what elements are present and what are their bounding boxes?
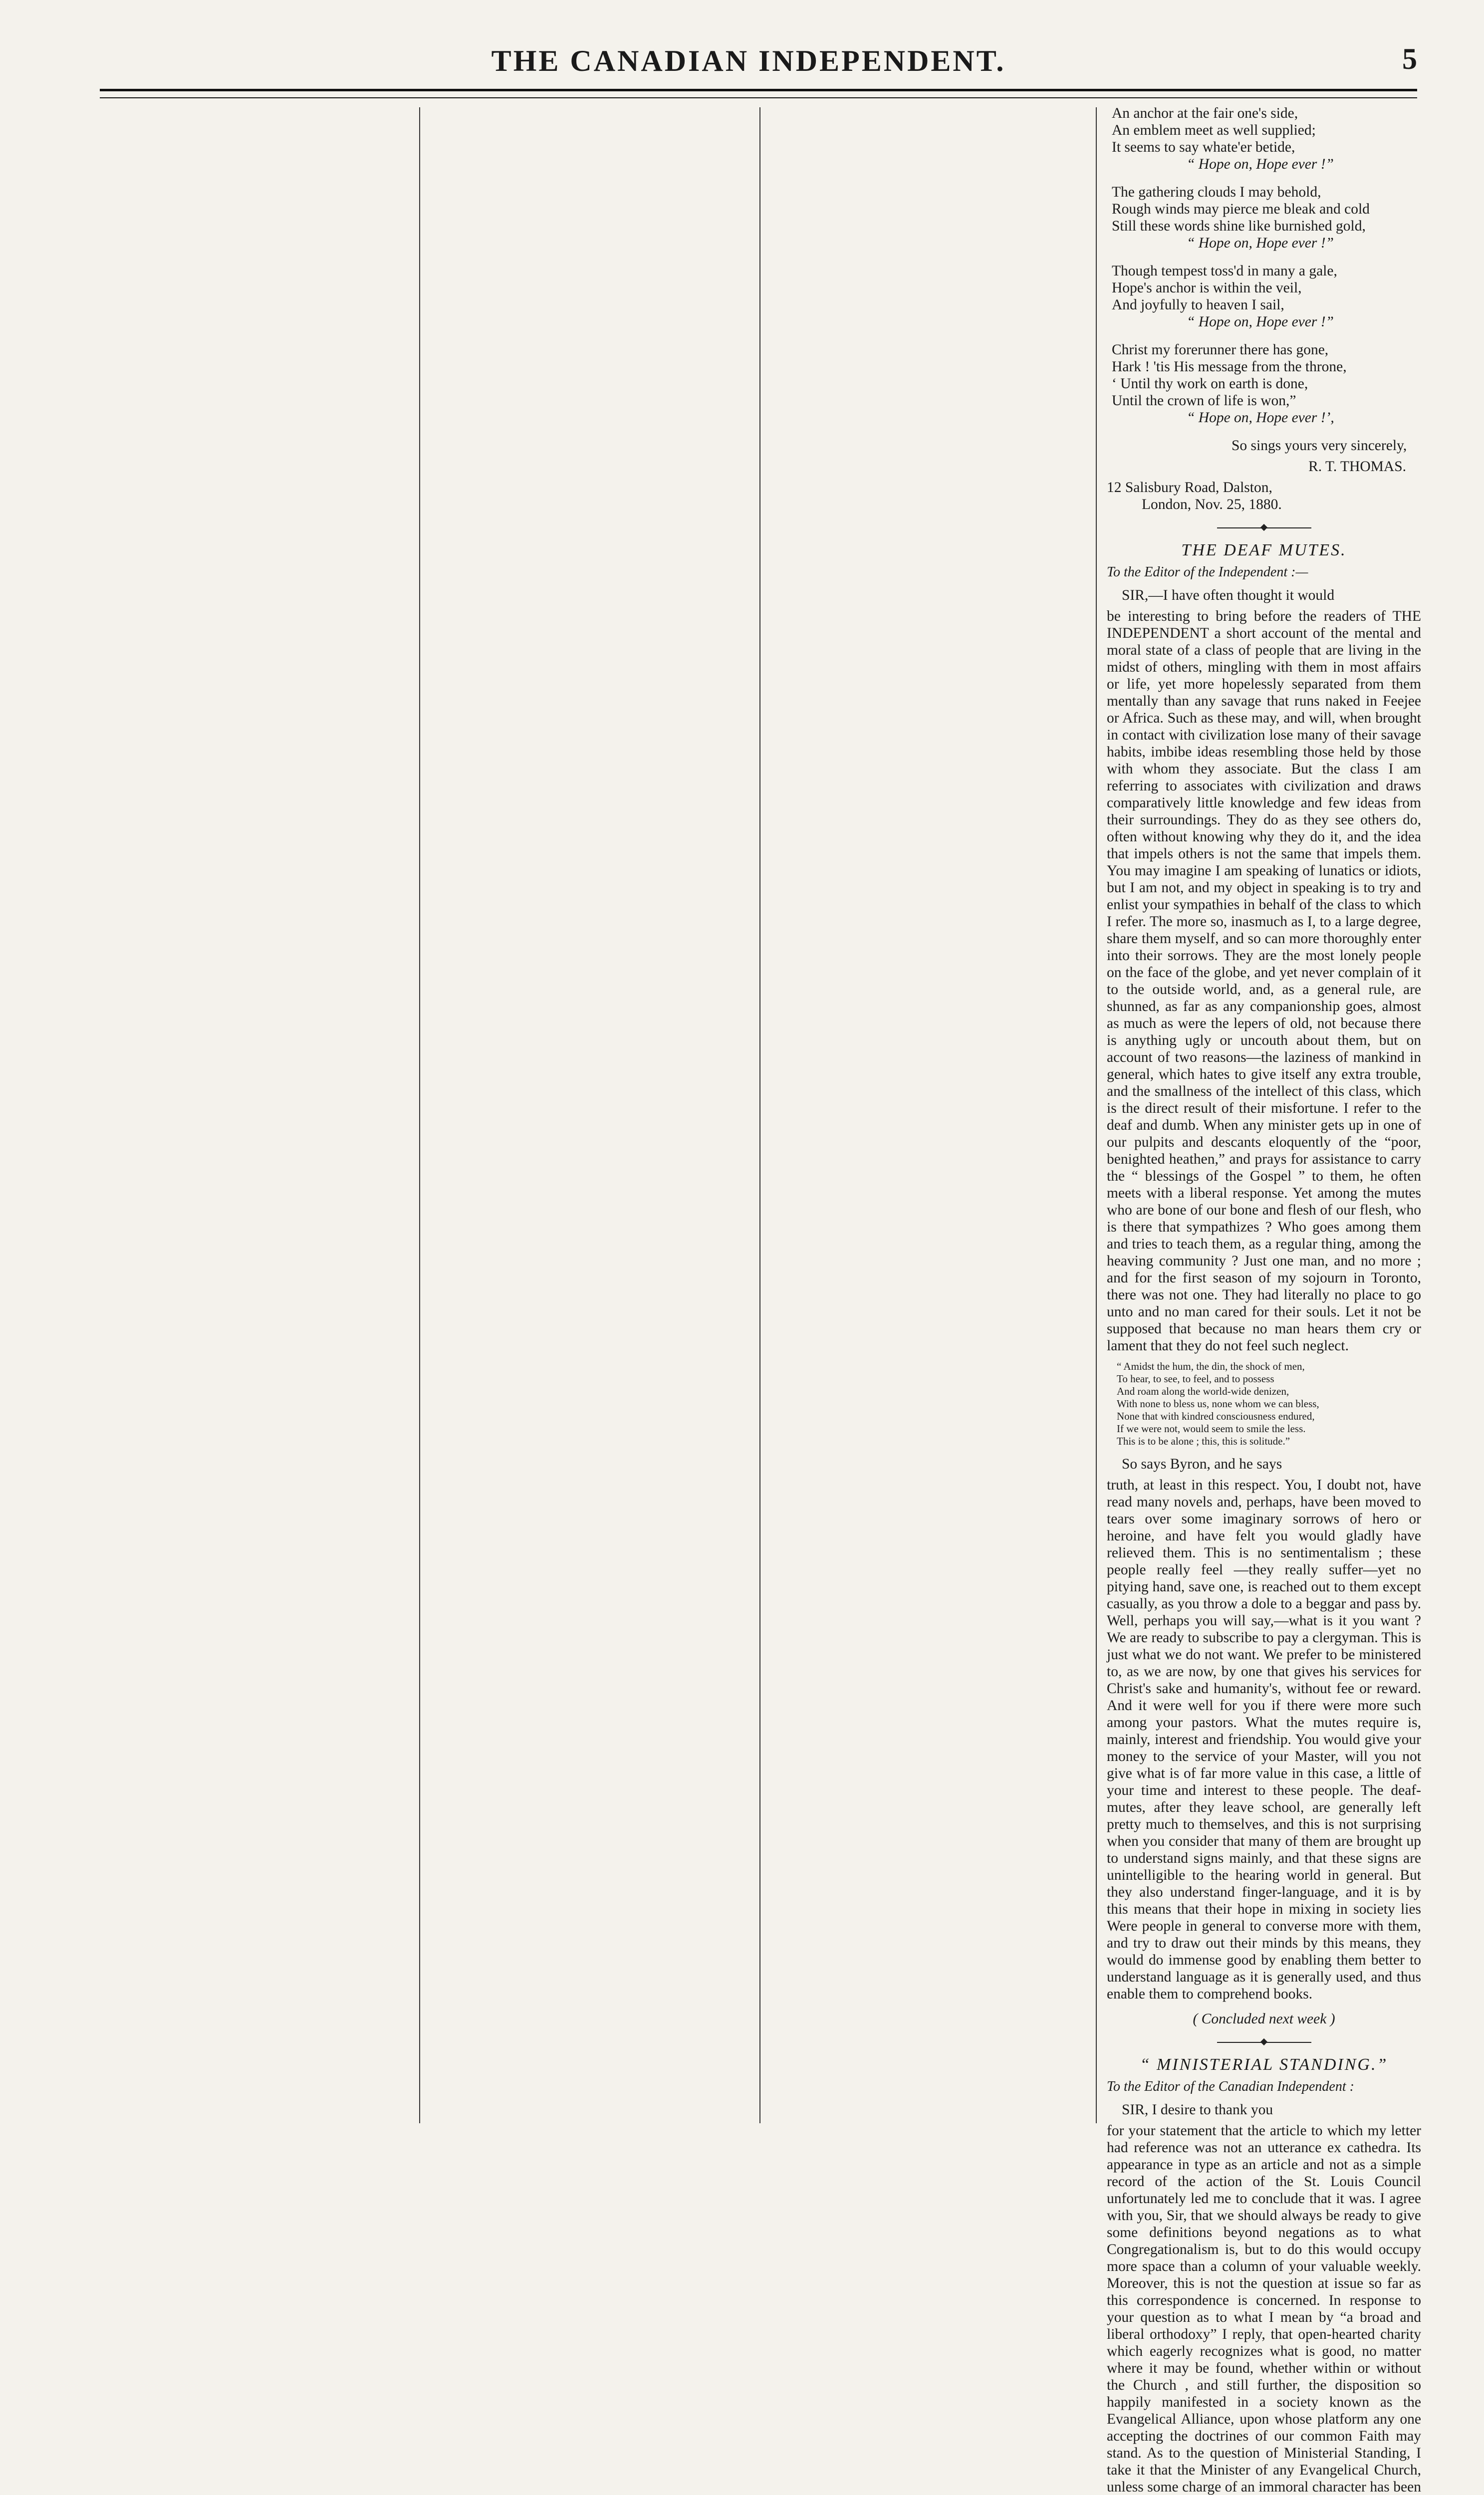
newspaper-title: THE CANADIAN INDEPENDENT. (491, 44, 1006, 77)
poem-refrain: “ Hope on, Hope ever !’, (1187, 410, 1334, 426)
verse-line: None that with kindred consciousness endured, (1117, 1410, 1315, 1422)
poem-line: An emblem meet as well supplied; (1112, 122, 1316, 138)
poem-address (1107, 479, 1421, 513)
poem-line: ‘ Until thy work on earth is done, (1112, 376, 1308, 392)
article-heading: “ MINISTERIAL STANDING.” (1140, 2055, 1388, 2074)
article-paragraph-continued: for your statement that the article to which my letter had reference was not an utterance ex cathedra. Its appearance in type as an article and not as a simple record of the action of the St. Louis Council unfortunately led me to conclude that it was. I agree with you, Sir, that we should always be ready to give some definitions beyond negations as to what Congregationalism is, but to do this would occupy more space than a column of your valuable weekly. Moreover, this is not the question at issue so far as this correspondence is concerned. In response to your question as to what I mean by “a broad and liberal orthodoxy” I reply, that open-hearted charity which eagerly recognizes what is good, no matter where it may be found, whether within or without the Church , and still further, the disposition so happily manifested in a society known as the Evangelical Alliance, upon whose platform any one accepting the doctrines of our common Faith may stand. As to the question of Ministerial Standing, I take it that the Minister of any Evangelical Church, unless some charge of an immoral character has been (1107, 2123, 1421, 2495)
concluded-note: ( Concluded next week ) (1193, 2011, 1335, 2027)
article-paragraph-continued: truth, at least in this respect. You, I doubt not, have read many novels and, perhaps, have been moved to tears over some imaginary sorrows of hero or heroine, and have felt you would gladly have relieved them. This is no sentimentalism ; these people really feel —they really suffer—yet no pitying hand, save one, is reached out to them except casually, as you throw a dole to a beggar and pass by. Well, perhaps you will say,—what is it you want ? We are ready to subscribe to pay a clergyman. This is just what we do not want. We prefer to be ministered to, as we are now, by one that gives his services for Christ's sake and humanity's, without fee or reward. And it were well for you if there were more such among your pastors. What the mutes require is, mainly, interest and friendship. You would give your money to the service of your Master, will you not give what is of far more value in this case, a little of your time and interest to these people. The deaf-mutes, after they leave school, are generally left pretty much to themselves, and this is not surprising when you consider that many of them are brought up to understand signs mainly, and that these signs are unintelligible to the hearing world in general. But they also understand finger-language, and it is by this means that their hope in mixing in society lies Were people in general to converse more with them, and try to draw out their minds by this means, they would do immense good by enabling them better to understand language as it is generally used, and thus enable them to comprehend books. (1107, 1477, 1421, 2002)
column-2 (433, 105, 747, 2131)
verse-line: “ Amidst the hum, the din, the shock of men, (1117, 1360, 1305, 1372)
poem-stanza (1112, 105, 1421, 173)
column-divider (419, 107, 420, 2123)
verse-line: This is to be alone ; this, this is solitude.” (1117, 1435, 1290, 1447)
article-paragraph: SIR,—I have often thought it would (1122, 587, 1335, 603)
poem-line: It seems to say whate'er betide, (1112, 139, 1295, 155)
column-3 (771, 105, 1086, 2131)
column-divider (1096, 107, 1097, 2123)
article-paragraph: So says Byron, and he says (1122, 1456, 1282, 1472)
poem-line: The gathering clouds I may behold, (1112, 184, 1321, 200)
verse-line: To hear, to see, to feel, and to possess (1117, 1373, 1274, 1385)
masthead-rule (100, 89, 1417, 98)
poem-line: Hope's anchor is within the veil, (1112, 280, 1302, 296)
article-paragraph: SIR, I desire to thank you (1122, 2102, 1273, 2118)
poem-line: Still these words shine like burnished gold, (1112, 218, 1366, 234)
poem-stanza (1112, 184, 1421, 251)
verse-line: With none to bless us, none whom we can bless, (1117, 1398, 1319, 1410)
to-editor-line: To the Editor of the Independent :— (1107, 564, 1308, 580)
column-4 (1107, 105, 1421, 2495)
poem-refrain: “ Hope on, Hope ever !” (1187, 156, 1334, 172)
page-number: 5 (1402, 42, 1417, 75)
poem-line: Rough winds may pierce me bleak and cold (1112, 201, 1370, 217)
address-line: London, Nov. 25, 1880. (1142, 497, 1282, 512)
poem-line: Though tempest toss'd in many a gale, (1112, 263, 1337, 279)
poem-stanza (1112, 262, 1421, 330)
column-divider (759, 107, 760, 2123)
section-divider (1107, 524, 1421, 532)
poem-signature: R. T. THOMAS. (1308, 459, 1406, 475)
poem-line: Until the crown of life is won,” (1112, 393, 1296, 409)
masthead (80, 40, 1417, 85)
article-heading: THE DEAF MUTES. (1181, 541, 1347, 559)
address-line: 12 Salisbury Road, Dalston, (1107, 480, 1272, 496)
poem-refrain: “ Hope on, Hope ever !” (1187, 235, 1334, 251)
poem-refrain: “ Hope on, Hope ever !” (1187, 314, 1334, 330)
poem-line: Hark ! 'tis His message from the throne, (1112, 359, 1347, 375)
poem-stanza (1112, 341, 1421, 426)
column-1 (102, 105, 406, 2131)
poem-line: An anchor at the fair one's side, (1112, 105, 1298, 121)
verse-line: If we were not, would seem to smile the less. (1117, 1423, 1306, 1435)
poem-line: Christ my forerunner there has gone, (1112, 342, 1329, 358)
quoted-verse (1117, 1360, 1421, 1448)
to-editor-line: To the Editor of the Canadian Independent : (1107, 2079, 1354, 2094)
verse-line: And roam along the world-wide denizen, (1117, 1385, 1289, 1397)
article-paragraph-continued: be interesting to bring before the readers of THE INDEPENDENT a short account of the mental and moral state of a class of people that are living in the midst of others, mingling with them in most affairs or life, yet more hopelessly separated from them mentally than any savage that runs naked in Feejee or Africa. Such as these may, and will, when brought in contact with civilization lose many of their savage habits, imbibe ideas resembling those held by those with whom they associate. But the class I am referring to associates with civilization and draws comparatively little knowledge and few ideas from their surroundings. They do as they see others do, often without knowing why they do it, and the idea that impels others is not the same that impels them. You may imagine I am speaking of lunatics or idiots, but I am not, and my object in speaking is to try and enlist your sympathies in behalf of the class to which I refer. The more so, inasmuch as I, to a large degree, share them myself, and so can more thoroughly enter into their sorrows. They are the most lonely people on the face of the globe, and yet never complain of it to the outside world, and, as a general rule, are shunned, as far as any companionship goes, almost as much as were the lepers of old, not because there is anything ugly or uncouth about them, but on account of two reasons—the laziness of mankind in general, which hates to give itself any extra trouble, and the smallness of the intellect of this class, which is the direct result of their misfortune. I refer to the deaf and dumb. When any minister gets up in one of our pulpits and descants eloquently of the “poor, benighted heathen,” and prays for assistance to carry the “ blessings of the Gospel ” to them, he often meets with a liberal response. Yet among the mutes who are bone of our bone and flesh of our flesh, who is there that sympathizes ? Who goes among them and tries to teach them, as a regular thing, among the heaving community ? Just one man, and no more ; and for the first season of my sojourn in Toronto, there was not one. They had literally no place to go unto and no man cared for their souls. Let it not be supposed that because no man hears them cry or lament that they do not feel such neglect. (1107, 608, 1421, 1354)
poem-closing: So sings yours very sincerely, (1232, 438, 1407, 454)
section-divider (1107, 2038, 1421, 2046)
poem-line: And joyfully to heaven I sail, (1112, 297, 1284, 313)
